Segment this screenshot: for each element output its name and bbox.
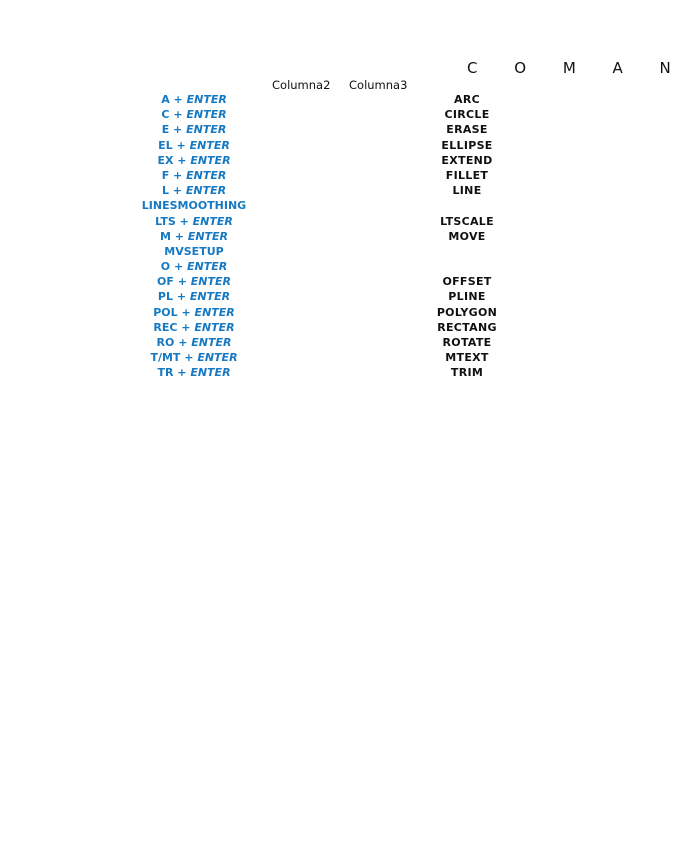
shortcut-cell [161, 92, 227, 107]
shortcut-enter: ENTER [189, 138, 230, 152]
shortcut-key: RO [156, 336, 175, 349]
command-cell: ELLIPSE [441, 138, 493, 152]
command-cell: ROTATE [442, 336, 492, 349]
shortcut-key: OF [157, 275, 174, 289]
shortcut-enter: ENTER [186, 108, 227, 122]
shortcut-cell [153, 320, 234, 335]
shortcut-enter: ENTER [192, 214, 233, 228]
command-cell: ERASE [446, 123, 488, 137]
shortcut-separator: + [173, 275, 191, 289]
shortcut-cell [162, 168, 227, 183]
column-header-columna2: Columna2 [272, 78, 331, 92]
shortcut-enter: ENTER [194, 305, 235, 319]
shortcut-separator: + [169, 168, 187, 182]
shortcut-separator: + [173, 366, 191, 380]
table-row [0, 259, 655, 274]
table-row [0, 168, 655, 183]
table-row [0, 335, 655, 350]
shortcut-key: T/MT [150, 351, 181, 365]
page-title-container [440, 58, 687, 80]
shortcut-key: REC [153, 320, 178, 334]
shortcut-cell [157, 153, 230, 168]
table-row [0, 289, 655, 304]
table-row [0, 92, 655, 107]
shortcut-cell [162, 122, 227, 137]
shortcut-cell [164, 244, 223, 259]
shortcut-separator: + [170, 229, 188, 243]
shortcut-enter: ENTER [186, 123, 227, 137]
table-row [0, 244, 655, 259]
command-cell: MTEXT [445, 351, 489, 365]
shortcut-cell [161, 107, 226, 122]
shortcut-separator: + [173, 153, 191, 167]
shortcut-separator: + [168, 184, 186, 198]
shortcut-separator: + [177, 305, 195, 319]
shortcut-key: F [161, 168, 170, 182]
shortcut-enter: ENTER [191, 336, 232, 349]
shortcut-cell [153, 305, 235, 320]
shortcut-enter: ENTER [187, 229, 229, 243]
shortcut-cell [160, 229, 228, 244]
shortcut-separator: + [169, 93, 187, 106]
shortcut-enter: ENTER [190, 153, 231, 167]
table-row [0, 183, 655, 198]
shortcut-separator: + [172, 290, 190, 304]
command-cell: LTSCALE [440, 214, 494, 228]
table-row [0, 365, 655, 380]
shortcut-separator: + [175, 214, 193, 228]
shortcut-key: LINESMOOTHING [141, 199, 247, 213]
command-cell: OFFSET [442, 275, 492, 289]
shortcut-cell [157, 365, 230, 380]
table-row [0, 122, 655, 137]
command-cell: EXTEND [441, 153, 493, 167]
shortcut-enter: ENTER [186, 168, 227, 182]
shortcut-separator: + [174, 336, 192, 349]
shortcut-enter: ENTER [190, 366, 231, 380]
table-row [0, 138, 655, 153]
table-row [0, 274, 655, 289]
column-header-columna3: Columna3 [349, 78, 408, 92]
shortcut-cell [158, 138, 230, 153]
command-cell: POLYGON [436, 305, 498, 319]
shortcut-cell [157, 274, 231, 289]
table-row [0, 229, 655, 244]
shortcut-key: L [161, 184, 169, 198]
shortcut-key: MVSETUP [164, 244, 224, 258]
command-cell: LINE [452, 184, 482, 198]
command-cell: TRIM [450, 366, 484, 380]
command-cell: FILLET [445, 168, 489, 182]
table-row [0, 153, 655, 168]
shortcut-key: EX [157, 153, 174, 167]
shortcut-enter: ENTER [189, 290, 231, 304]
command-cell: RECTANG [437, 320, 497, 334]
page-title: C O M A N [467, 59, 687, 77]
shortcut-separator: + [169, 108, 187, 122]
shortcut-separator: + [172, 138, 190, 152]
shortcut-key: M [159, 229, 171, 243]
shortcut-key: A [161, 93, 170, 106]
shortcut-enter: ENTER [197, 351, 238, 365]
shortcut-enter: ENTER [194, 320, 235, 334]
shortcut-cell [150, 350, 237, 365]
shortcut-key: EL [158, 138, 173, 152]
shortcut-key: O [160, 260, 171, 274]
command-cell: MOVE [448, 229, 486, 243]
shortcut-cell [142, 198, 246, 213]
shortcut-cell [158, 289, 230, 304]
table-row [0, 305, 655, 320]
table-row [0, 107, 655, 122]
shortcut-enter: ENTER [185, 184, 227, 198]
table-row [0, 198, 655, 213]
shortcut-key: POL [153, 305, 178, 319]
shortcut-key: LTS [155, 214, 176, 228]
shortcut-cell [157, 335, 232, 350]
command-table [0, 92, 655, 381]
shortcut-enter: ENTER [187, 260, 228, 274]
command-cell: ARC [454, 93, 480, 106]
table-row [0, 350, 655, 365]
shortcut-separator: + [169, 123, 187, 137]
shortcut-cell [161, 259, 227, 274]
shortcut-enter: ENTER [186, 93, 227, 106]
shortcut-separator: + [177, 320, 195, 334]
command-cell: CIRCLE [444, 108, 490, 122]
shortcut-key: TR [157, 366, 174, 380]
table-row [0, 214, 655, 229]
shortcut-cell [155, 214, 233, 229]
shortcut-key: E [161, 123, 170, 137]
command-cell: PLINE [448, 290, 486, 304]
shortcut-key: PL [157, 290, 173, 304]
shortcut-separator: + [170, 260, 188, 274]
shortcut-cell [162, 183, 226, 198]
shortcut-key: C [161, 108, 170, 122]
table-row [0, 320, 655, 335]
shortcut-enter: ENTER [190, 275, 231, 289]
shortcut-separator: + [180, 351, 198, 365]
